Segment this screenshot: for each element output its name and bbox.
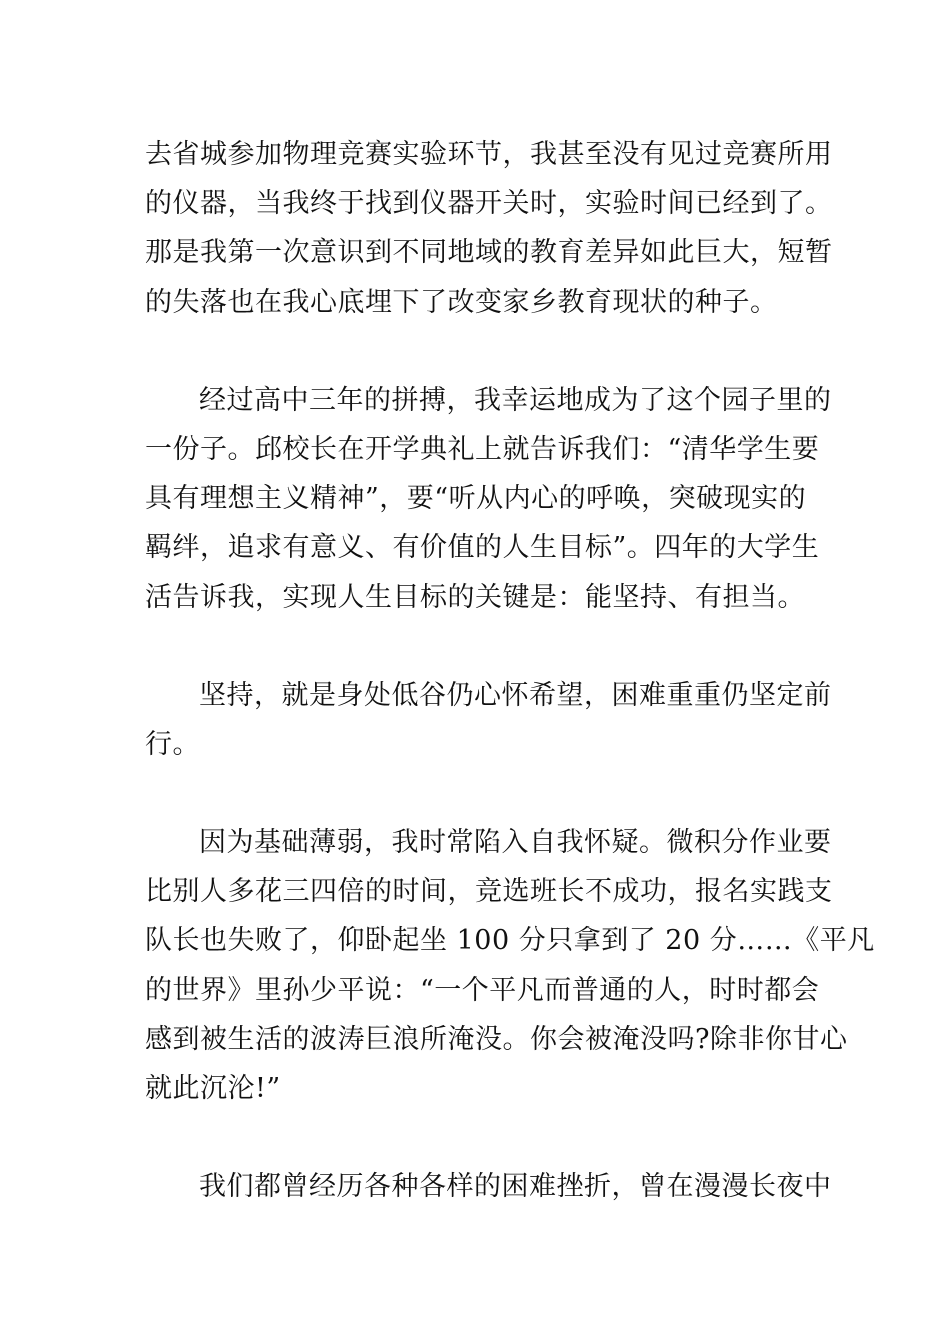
text-line: 行。 [145,728,200,760]
text-line: 一份子。邱校长在开学典礼上就告诉我们：“清华学生要 [145,433,820,465]
text-line: 羁绊，追求有意义、有价值的人生目标”。四年的大学生 [145,532,820,564]
text-line: 活告诉我，实现人生目标的关键是：能坚持、有担当。 [145,581,805,613]
paragraph-spacer [145,769,807,818]
paragraph-4 [145,818,875,1113]
text-line: 那是我第一次意识到不同地域的教育差异如此巨大，短暂 [145,237,833,269]
paragraph-5 [145,1162,832,1211]
paragraph-3 [145,671,832,769]
text-line: 的失落也在我心底埋下了改变家乡教育现状的种子。 [145,286,778,318]
text-line: 的仪器，当我终于找到仪器开关时，实验时间已经到了。 [145,188,833,220]
paragraph-spacer [145,622,807,671]
text-line: 的世界》里孙少平说：“一个平凡而普通的人，时时都会 [145,974,820,1006]
text-line: 具有理想主义精神”，要“听从内心的呼唤，突破现实的 [145,483,807,515]
paragraph-spacer [145,327,807,376]
text-line: 因为基础薄弱，我时常陷入自我怀疑。微积分作业要 [199,827,832,859]
text-line: 我们都曾经历各种各样的困难挫折，曾在漫漫长夜中 [199,1171,832,1203]
text-line: 去省城参加物理竞赛实验环节，我甚至没有见过竞赛所用 [145,139,833,170]
text-line: 经过高中三年的拼搏，我幸运地成为了这个园子里的 [199,384,832,416]
text-line: 队长也失败了，仰卧起坐 100 分只拿到了 20 分……《平凡 [145,925,875,957]
text-line: 比别人多花三四倍的时间，竞选班长不成功，报名实践支 [145,876,833,908]
paragraph-spacer [145,1113,807,1162]
paragraph-1 [145,130,833,327]
paragraph-2 [145,376,832,622]
text-line: 就此沉沦!” [145,1073,281,1104]
text-line: 感到被生活的波涛巨浪所淹没。你会被淹没吗?除非你甘心 [145,1023,848,1055]
text-line: 坚持，就是身处低谷仍心怀希望，困难重重仍坚定前 [199,679,832,711]
body-text [145,130,875,1211]
